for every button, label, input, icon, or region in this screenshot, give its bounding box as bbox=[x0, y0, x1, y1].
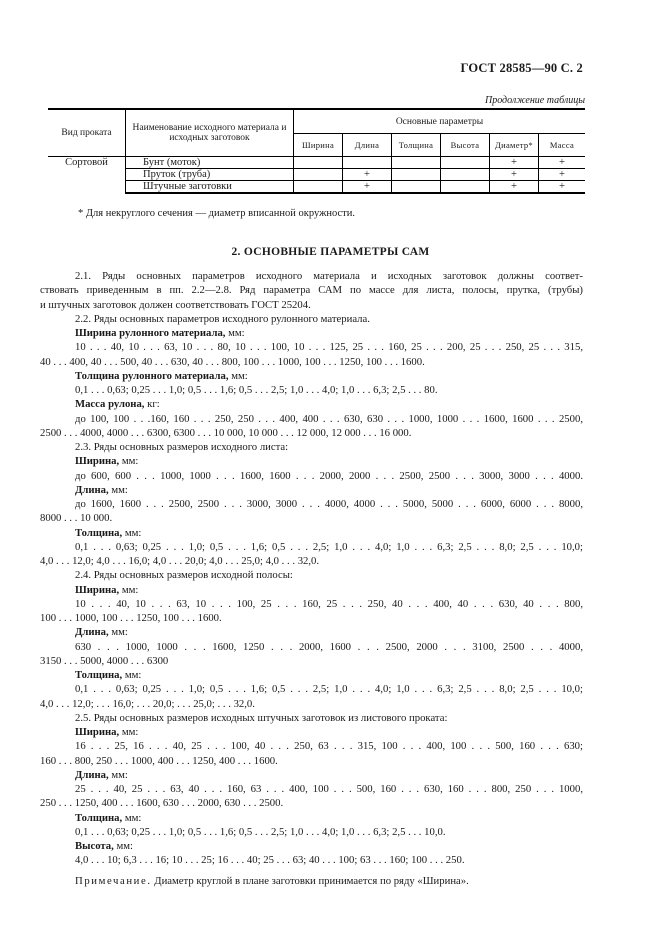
label-unit: мм: bbox=[113, 840, 133, 852]
cell-value: + bbox=[539, 157, 586, 169]
header-material-name: Наименование исходного материала и исходных заготовок bbox=[126, 109, 294, 157]
vid-value: Сортовой bbox=[65, 157, 108, 168]
value-line: 0,1 . . . 0,63; 0,25 . . . 1,0; 0,5 . . . 1,6; 0,5 . . . 2,5; 1,0 . . . 4,0; 1,0 . . . 6,3; 2,5 . . . 8,0; 2,5 . . . 10,0; bbox=[75, 683, 583, 696]
cell-value bbox=[392, 157, 441, 169]
label-text: Высота, bbox=[75, 840, 114, 852]
value-line: 4,0 . . . 12,0; 4,0 . . . 16,0; 4,0 . . . 20,0; 4,0 . . . 25,0; 4,0 . . . 32,0. bbox=[40, 555, 320, 567]
cell-value bbox=[392, 169, 441, 181]
label-text: Толщина, bbox=[75, 811, 123, 824]
value-line: 250 . . . 1250, 400 . . . 1600, 630 . . . 2000, 630 . . . 2500. bbox=[40, 797, 284, 810]
cell-value bbox=[294, 157, 343, 169]
section-body bbox=[40, 269, 583, 888]
header-width: Ширина bbox=[294, 134, 343, 157]
value-line: 10 . . . 40, 10 . . . 63, 10 . . . 100, 25 . . . 160, 25 . . . 250, 40 . . . 400, 40 . . . 630, 40 . . . 800, bbox=[75, 597, 583, 610]
page-header: ГОСТ 28585—90 С. 2 bbox=[460, 61, 583, 75]
value-line: 10 . . . 40, 10 . . . 63, 10 . . . 80, 10 . . . 100, 10 . . . 125, 25 . . . 160, 25 . . . 200, 25 . . . 250, 25 . . . 315, bbox=[75, 341, 583, 354]
value-line: 40 . . . 400, 40 . . . 500, 40 . . . 630, 40 . . . 800, 100 . . . 1000, 100 . . . 1250, 100 . . . 1600. bbox=[40, 355, 425, 368]
paragraph-2-3: 2.3. Ряды основных размеров исходного листа: bbox=[75, 441, 289, 453]
label-piece-thickness bbox=[75, 811, 583, 825]
header-height: Высота bbox=[441, 134, 490, 157]
label-roll-width bbox=[75, 326, 583, 340]
paragraph-2-4: 2.4. Ряды основных размеров исходной полосы: bbox=[75, 569, 293, 582]
value-line: 0,1 . . . 0,63; 0,25 . . . 1,0; 0,5 . . . 1,6; 0,5 . . . 2,5; 1,0 . . . 4,0; 1,0 . . . 6,3; 2,5 . . . 8,0; 2,5 . . . 10,0; bbox=[75, 540, 583, 553]
paragraph-2-2: 2.2. Ряды основных параметров исходного рулонного материала. bbox=[75, 312, 370, 325]
value-line: 3150 . . . 5000, 4000 . . . 6300 bbox=[40, 654, 169, 667]
paragraph-2-1-line: 2.1. Ряды основных параметров исходного материала и исходных заготовок должны соответ- bbox=[75, 270, 583, 282]
label-sheet-width bbox=[75, 454, 583, 468]
header-mass: Масса bbox=[539, 134, 586, 157]
cell-value: + bbox=[539, 181, 586, 194]
value-line: 4,0 . . . 12,0; . . . 16,0; . . . 20,0; . . . 25,0; . . . 32,0. bbox=[40, 697, 255, 710]
note-label: Примечание. bbox=[75, 874, 152, 887]
cell-value: + bbox=[343, 169, 392, 181]
label-unit: мм: bbox=[108, 483, 128, 496]
cell-value bbox=[294, 181, 343, 194]
value-line: до 600, 600 . . . 1000, 1000 . . . 1600, 1600 . . . 2000, 2000 . . . 2500, 2500 . . . 3000, 3000 . . . 4000. bbox=[75, 469, 583, 482]
header-main-params: Основные параметры bbox=[294, 109, 586, 134]
paragraph-2-1-line: и штучных заготовок должен соответствовать ГОСТ 25204. bbox=[40, 298, 311, 311]
cell-value bbox=[392, 181, 441, 194]
label-unit: мм: bbox=[119, 583, 139, 596]
value-line: 25 . . . 40, 25 . . . 63, 40 . . . 160, 63 . . . 400, 100 . . . 500, 160 . . . 630, 160 . . . 800, 250 . . . 1000, bbox=[75, 783, 583, 795]
table-row bbox=[48, 169, 585, 181]
value-line: до 100, 100 . . .160, 160 . . . 250, 250 . . . 400, 400 . . . 630, 630 . . . 1000, 1000 . . . 1600, 1600 . . . 2500, bbox=[75, 412, 583, 425]
label-unit: мм: bbox=[122, 669, 142, 681]
paragraph-2-1-line: ствовать приведенным в пп. 2.2—2.8. Ряд параметра САМ по массе для листа, полосы, прутка, (трубы) bbox=[40, 284, 583, 297]
row-name: Штучные заготовки bbox=[126, 181, 294, 194]
label-text: Ширина, bbox=[75, 455, 120, 468]
cell-value: + bbox=[490, 169, 539, 181]
label-roll-mass bbox=[75, 397, 583, 411]
label-strip-length bbox=[75, 625, 583, 639]
cell-value bbox=[441, 157, 490, 169]
row-name: Пруток (труба) bbox=[126, 169, 294, 181]
label-unit: мм: bbox=[122, 811, 142, 824]
label-strip-width bbox=[75, 583, 583, 597]
label-unit: мм: bbox=[228, 369, 248, 382]
label-text: Ширина, bbox=[75, 726, 120, 738]
cell-value bbox=[343, 157, 392, 169]
table-footnote: * Для некруглого сечения — диаметр вписанной окружности. bbox=[78, 208, 355, 219]
value-line: 630 . . . 1000, 1000 . . . 1600, 1250 . . . 2000, 1600 . . . 2500, 2000 . . . 3100, 2500 . . . 4000, bbox=[75, 640, 583, 653]
value-line: 160 . . . 800, 250 . . . 1000, 400 . . . 1250, 400 . . . 1600. bbox=[40, 754, 278, 767]
table-row bbox=[48, 157, 585, 169]
section-title: 2. ОСНОВНЫЕ ПАРАМЕТРЫ САМ bbox=[231, 246, 430, 258]
cell-value bbox=[294, 169, 343, 181]
value-line: 100 . . . 1000, 100 . . . 1250, 100 . . . 1600. bbox=[40, 612, 222, 624]
row-name: Бунт (моток) bbox=[126, 157, 294, 169]
label-piece-width bbox=[75, 725, 583, 739]
label-unit: мм: bbox=[122, 526, 142, 539]
label-piece-height bbox=[75, 839, 583, 853]
label-sheet-thickness bbox=[75, 526, 583, 540]
label-text: Масса рулона, bbox=[75, 398, 145, 411]
label-piece-length bbox=[75, 768, 583, 782]
header-length: Длина bbox=[343, 134, 392, 157]
value-line: 2500 . . . 4000, 4000 . . . 6300, 6300 . . . 10 000, 10 000 . . . 12 000, 12 000 . . . 16 000. bbox=[40, 426, 412, 439]
label-unit: мм: bbox=[108, 768, 128, 781]
value-line: 8000 . . . 10 000. bbox=[40, 512, 113, 525]
value-line: 0,1 . . . 0,63; 0,25 . . . 1,0; 0,5 . . . 1,6; 0,5 . . . 2,5; 1,0 . . . 4,0; 1,0 . . . 6,3; 2,5 . . . 10,0. bbox=[75, 825, 446, 838]
cell-value: + bbox=[490, 157, 539, 169]
cell-value: + bbox=[490, 181, 539, 194]
label-text: Ширина рулонного материала, bbox=[75, 327, 226, 339]
label-roll-thickness bbox=[75, 369, 583, 383]
value-line: 4,0 . . . 10; 6,3 . . . 16; 10 . . . 25; 16 . . . 40; 25 . . . 63; 40 . . . 100; 63 . . . 160; 100 . . . 250. bbox=[75, 854, 465, 867]
label-unit: мм: bbox=[119, 455, 139, 468]
header-vid-prokata: Вид проката bbox=[48, 109, 126, 157]
label-unit: мм: bbox=[108, 626, 128, 639]
parameters-table bbox=[48, 108, 585, 194]
value-line: 0,1 . . . 0,63; 0,25 . . . 1,0; 0,5 . . . 1,6; 0,5 . . . 2,5; 1,0 . . . 4,0; 1,0 . . . 6,3; 2,5 . . . 80. bbox=[75, 384, 438, 396]
label-unit: мм: bbox=[119, 726, 139, 738]
label-unit: мм: bbox=[225, 327, 245, 339]
label-unit: кг: bbox=[144, 398, 160, 411]
label-text: Длина, bbox=[75, 483, 109, 496]
label-text: Толщина рулонного материала, bbox=[75, 369, 229, 382]
value-line: до 1600, 1600 . . . 2500, 2500 . . . 3000, 3000 . . . 4000, 4000 . . . 5000, 5000 . . . 6000, 6000 . . . 8000, bbox=[75, 498, 583, 510]
cell-value bbox=[441, 181, 490, 194]
cell-value: + bbox=[539, 169, 586, 181]
label-sheet-length bbox=[75, 483, 583, 497]
note-text: Диаметр круглой в плане заготовки принимается по ряду «Ширина». bbox=[151, 874, 469, 887]
header-thickness: Толщина bbox=[392, 134, 441, 157]
table-continuation-label: Продолжение таблицы bbox=[484, 95, 585, 106]
label-text: Толщина, bbox=[75, 669, 123, 681]
table-row bbox=[48, 181, 585, 194]
label-strip-thickness bbox=[75, 668, 583, 682]
header-diameter: Диаметр* bbox=[490, 134, 539, 157]
label-text: Длина, bbox=[75, 768, 109, 781]
label-text: Длина, bbox=[75, 626, 109, 639]
label-text: Ширина, bbox=[75, 583, 120, 596]
value-line: 16 . . . 25, 16 . . . 40, 25 . . . 100, 40 . . . 250, 63 . . . 315, 100 . . . 400, 100 . . . 500, 160 . . . 630; bbox=[75, 740, 583, 753]
cell-value: + bbox=[343, 181, 392, 194]
paragraph-2-5: 2.5. Ряды основных размеров исходных штучных заготовок из листового проката: bbox=[75, 711, 448, 724]
cell-value bbox=[441, 169, 490, 181]
note bbox=[75, 874, 583, 888]
label-text: Толщина, bbox=[75, 526, 123, 539]
